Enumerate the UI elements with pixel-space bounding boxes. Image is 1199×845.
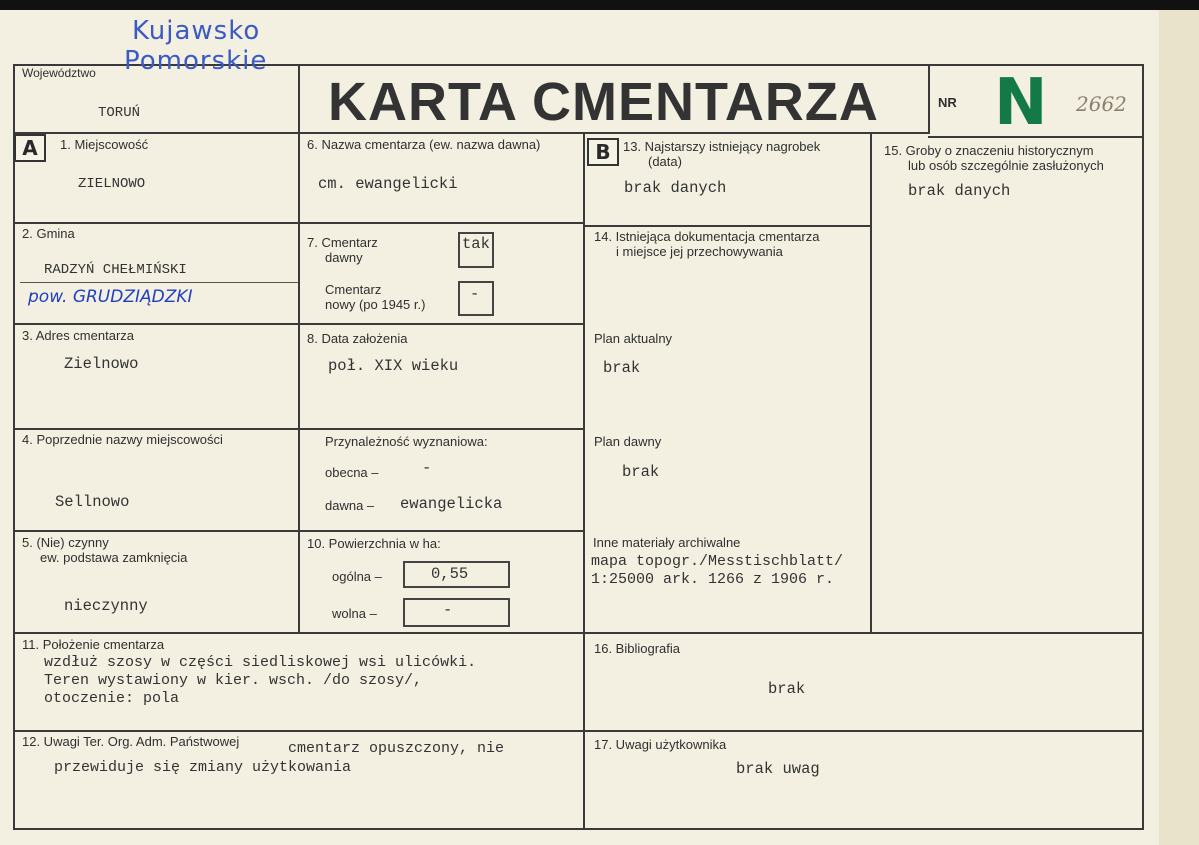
f7-nowy2: nowy (po 1945 r.) xyxy=(325,297,426,312)
f1-label: 1. Miejscowość xyxy=(60,137,149,152)
nr-letter: N xyxy=(994,66,1048,140)
f7-label2: dawny xyxy=(325,250,363,265)
nr-number: 2662 xyxy=(1076,92,1127,116)
f12-line1: cmentarz opuszczony, nie xyxy=(288,740,505,757)
section-b-badge: B xyxy=(587,138,619,166)
f16-value: brak xyxy=(768,680,806,698)
section-a-badge: A xyxy=(14,134,46,162)
f3-value: Zielnowo xyxy=(64,355,139,373)
f7-nowy-box: - xyxy=(458,281,494,316)
paper-edge xyxy=(1159,10,1199,845)
f13-label1: 13. Najstarszy istniejący nagrobek xyxy=(623,139,821,154)
f1-value: ZIELNOWO xyxy=(78,176,146,192)
f14-label2: i miejsce jej przechowywania xyxy=(616,244,783,259)
inne-label: Inne materiały archiwalne xyxy=(593,535,741,550)
f8-value: poł. XIX wieku xyxy=(328,357,459,375)
f6-label: 6. Nazwa cmentarza (ew. nazwa dawna) xyxy=(307,137,541,152)
f2-label: 2. Gmina xyxy=(22,226,75,241)
nr-label: NR xyxy=(938,95,957,110)
plan-dawny-value: brak xyxy=(622,463,660,481)
f5-value: nieczynny xyxy=(64,597,148,615)
stamp-line2: Pomorskie xyxy=(124,46,268,76)
f9-obecna-value: - xyxy=(422,459,432,477)
f16-label: 16. Bibliografia xyxy=(594,641,680,656)
f3-label: 3. Adres cmentarza xyxy=(22,328,134,343)
cell-1 xyxy=(13,132,300,224)
f11-line2: Teren wystawiony w kier. wsch. /do szosy/, xyxy=(44,672,423,689)
cell-15 xyxy=(870,132,1144,634)
f7-dawny-box: tak xyxy=(458,232,494,268)
stamp-line1: Kujawsko xyxy=(132,16,261,46)
f7-nowy1: Cmentarz xyxy=(325,282,382,297)
wojewodztwo-value: TORUŃ xyxy=(98,105,141,121)
f5-label2: ew. podstawa zamknięcia xyxy=(40,550,188,565)
f8-label: 8. Data założenia xyxy=(307,331,408,346)
f12-line2: przewiduje się zmiany użytkowania xyxy=(54,759,352,776)
f10-wolna-label: wolna – xyxy=(332,606,377,621)
f10-wolna-box: - xyxy=(403,598,510,627)
f15-label2: lub osób szczególnie zasłużonych xyxy=(908,158,1104,173)
plan-dawny-label: Plan dawny xyxy=(594,434,662,449)
f11-label: 11. Położenie cmentarza xyxy=(22,637,165,652)
plan-aktualny-label: Plan aktualny xyxy=(594,331,673,346)
card-title: KARTA CMENTARZA xyxy=(328,72,879,132)
f10-ogolna-label: ogólna – xyxy=(332,569,382,584)
scan-border xyxy=(0,0,1199,10)
f9-dawna-value: ewangelicka xyxy=(400,495,503,513)
f7-label1: 7. Cmentarz xyxy=(307,235,378,250)
f2-handwritten: pow. GRUDZIĄDZKI xyxy=(28,287,193,307)
f17-value: brak uwag xyxy=(736,760,820,778)
f14-label1: 14. Istniejąca dokumentacja cmentarza xyxy=(594,229,820,244)
f13-value: brak danych xyxy=(624,179,727,197)
f2-value: RADZYŃ CHEŁMIŃSKI xyxy=(44,262,187,278)
f10-ogolna-box: 0,55 xyxy=(403,561,510,588)
f9-dawna-label: dawna – xyxy=(325,498,375,513)
f11-line3: otoczenie: pola xyxy=(44,690,180,707)
f5-label1: 5. (Nie) czynny xyxy=(22,535,109,550)
f9-obecna-label: obecna – xyxy=(325,465,379,480)
f13-label2: (data) xyxy=(648,154,682,169)
plan-aktualny-value: brak xyxy=(603,359,641,377)
inne-line2: 1:25000 ark. 1266 z 1906 r. xyxy=(591,571,835,588)
f4-value: Sellnowo xyxy=(55,493,130,511)
f17-label: 17. Uwagi użytkownika xyxy=(594,737,727,752)
f4-label: 4. Poprzednie nazwy miejscowości xyxy=(22,432,223,447)
f2-divider xyxy=(20,282,298,283)
f10-label: 10. Powierzchnia w ha: xyxy=(307,536,441,551)
wojewodztwo-label: Województwo xyxy=(22,66,96,80)
inne-line1: mapa topogr./Messtischblatt/ xyxy=(591,553,844,570)
f15-value: brak danych xyxy=(908,182,1011,200)
f6-value: cm. ewangelicki xyxy=(318,175,458,193)
f11-line1: wzdłuż szosy w części siedliskowej wsi ulicówki. xyxy=(44,654,477,671)
f12-label: 12. Uwagi Ter. Org. Adm. Państwowej xyxy=(22,734,240,749)
f9-label: Przynależność wyznaniowa: xyxy=(325,434,488,449)
f15-label1: 15. Groby o znaczeniu historycznym xyxy=(884,143,1094,158)
